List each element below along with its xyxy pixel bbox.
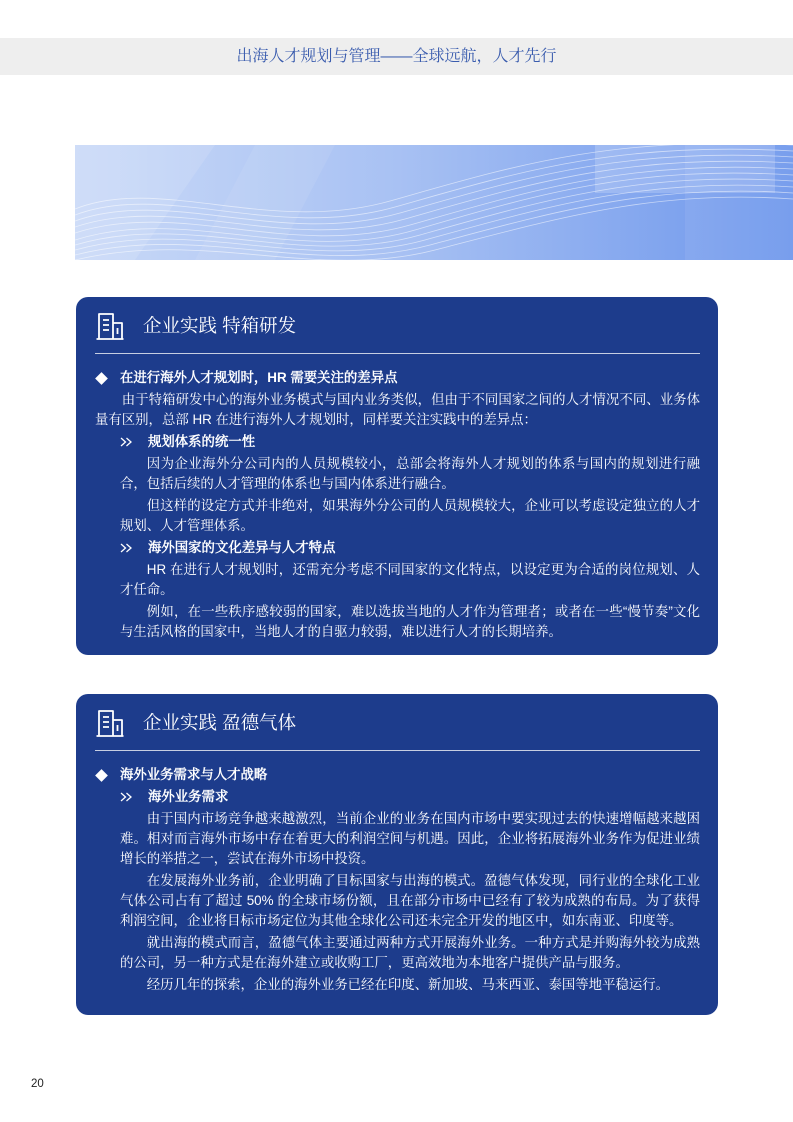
case-card-header [95, 708, 700, 738]
subsection-heading [120, 787, 700, 807]
section-heading-text: 海外业务需求与人才战略 [120, 767, 268, 782]
diamond-bullet-icon [95, 765, 120, 785]
paragraph: 在发展海外业务前，企业明确了目标国家与出海的模式。盈德气体发现，同行业的全球化工业气体公司占有了超过 50% 的全球市场份额，且在部分市场中已经有了较为成熟的布局。为了获得利润空间，企业将目标市场定位为其他全球化公司还未完全开发的地区中，如东南亚、印度等。 [120, 873, 700, 928]
paragraph: 经历几年的探索，企业的海外业务已经在印度、新加坡、马来西亚、泰国等地平稳运行。 [146, 977, 670, 992]
card-divider [95, 750, 700, 751]
case-card-title: 企业实践 特箱研发 [143, 315, 297, 336]
subsection-heading [120, 538, 700, 558]
diamond-bullet-icon [95, 368, 120, 388]
running-header-title: 出海人才规划与管理——全球远航，人才先行 [236, 48, 557, 65]
paragraph: 因为企业海外分公司内的人员规模较小，总部会将海外人才规划的体系与国内的规划进行融合，包括后续的人才管理的体系也与国内体系进行融合。 [120, 456, 700, 491]
paragraph: 由于国内市场竞争越来越激烈，当前企业的业务在国内市场中要实现过去的快速增幅越来越困难。相对而言海外市场中存在着更大的利润空间与机遇。因此，企业将拓展海外业务作为促进业绩增长的举措之一，尝试在海外市场中投资。 [120, 811, 700, 866]
running-header [0, 38, 793, 75]
section-heading-text: 在进行海外人才规划时，HR 需要关注的差异点 [120, 370, 398, 385]
blue-wave-banner [75, 145, 793, 260]
double-chevron-icon [120, 787, 148, 807]
subsection-heading-text: 规划体系的统一性 [148, 434, 256, 449]
subsection-heading-text: 海外国家的文化差异与人才特点 [148, 540, 336, 555]
case-card-2 [76, 694, 718, 1015]
paragraph: HR 在进行人才规划时，还需充分考虑不同国家的文化特点，以设定更为合适的岗位规划、人才任命。 [120, 562, 700, 597]
case-card-title: 企业实践 盈德气体 [143, 712, 297, 733]
section-heading [95, 368, 700, 388]
banner-image [75, 145, 793, 260]
paragraph: 例如，在一些秩序感较弱的国家，难以选拔当地的人才作为管理者；或者在一些“慢节奏”文化与生活风格的国家中，当地人才的自驱力较弱，难以进行人才的长期培养。 [120, 604, 700, 639]
paragraph: 但这样的设定方式并非绝对，如果海外分公司的人员规模较大，企业可以考虑设定独立的人才规划、人才管理体系。 [120, 498, 700, 533]
subsection-heading-text: 海外业务需求 [148, 789, 229, 804]
case-card-content [95, 368, 700, 642]
case-card-content [95, 765, 700, 995]
case-card-header [95, 311, 700, 341]
paragraph: 就出海的模式而言，盈德气体主要通过两种方式开展海外业务。一种方式是并购海外较为成熟的公司，另一种方式是在海外建立或收购工厂，更高效地为本地客户提供产品与服务。 [120, 935, 700, 970]
case-card-1 [76, 297, 718, 655]
double-chevron-icon [120, 432, 148, 452]
card-divider [95, 353, 700, 354]
building-icon [95, 708, 125, 738]
building-icon [95, 311, 125, 341]
subsection-heading [120, 432, 700, 452]
section-intro: 由于特箱研发中心的海外业务模式与国内业务类似，但由于不同国家之间的人才情况不同、业务体量有区别，总部 HR 在进行海外人才规划时，同样要关注实践中的差异点： [95, 392, 700, 427]
double-chevron-icon [120, 538, 148, 558]
page-number: 20 [31, 1078, 44, 1090]
section-heading [95, 765, 700, 785]
